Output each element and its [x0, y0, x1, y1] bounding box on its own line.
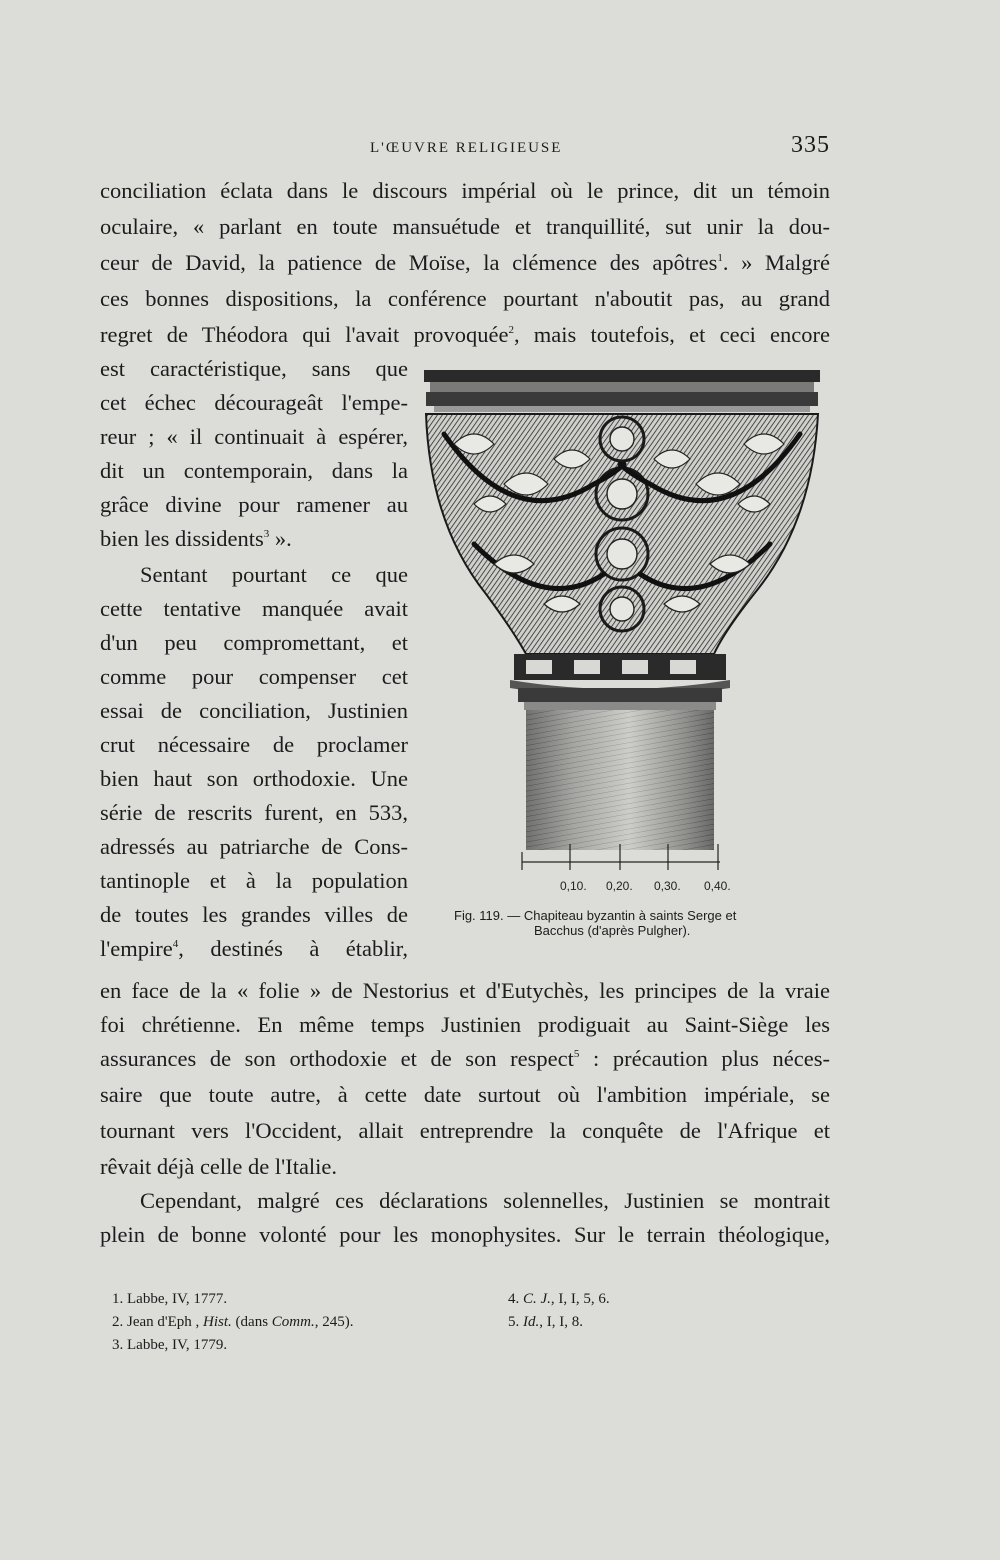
footnotes-right: [508, 1288, 808, 1334]
text-line: cette tentative manquée avait: [100, 596, 408, 621]
text-line: plein de bonne volonté pour les monophysites. Sur le terrain théologique,: [100, 1222, 830, 1247]
text-line: regret de Théodora qui l'avait provoquée$^2$, mais toutefois, et ceci encore: [100, 322, 831, 347]
text-line: tantinople et à la population: [100, 868, 408, 893]
text-line: foi chrétienne. En même temps Justinien prodiguait au Saint-Siège les: [100, 1012, 830, 1037]
note-ref: 1: [717, 252, 723, 264]
scale-label: 0,40.: [704, 879, 731, 893]
text-line: ces bonnes dispositions, la conférence pourtant n'aboutit pas, au grand: [100, 286, 830, 311]
text-line: reur ; « il continuait à espérer,: [100, 424, 408, 449]
running-title: L'ŒUVRE RELIGIEUSE: [370, 140, 563, 156]
text-line: dit un contemporain, dans la: [100, 458, 408, 483]
note-ref: 2: [508, 324, 514, 336]
note-ref: 4: [172, 938, 179, 950]
figure-capital: [414, 364, 826, 924]
text-line: comme pour compenser cet: [100, 664, 408, 689]
byzantine-capital-engraving-icon: [414, 364, 826, 904]
footnote: 4. C. J., I, I, 5, 6.: [508, 1291, 610, 1307]
caption-line: Fig. 119. — Chapiteau byzantin à saints Serge et: [454, 908, 737, 923]
text-line: adressés au patriarche de Cons-: [100, 834, 408, 859]
footnote: 5. Id., I, I, 8.: [508, 1314, 583, 1330]
text-line: cet échec décourageât l'empe-: [100, 390, 408, 415]
note-ref: 5: [573, 1048, 580, 1060]
footnote: 3. Labbe, IV, 1779.: [112, 1337, 228, 1353]
scale-label: 0,10.: [560, 879, 587, 893]
footnote: 1. Labbe, IV, 1777.: [112, 1291, 228, 1307]
scale-label: 0,20.: [606, 879, 633, 893]
text-line: conciliation éclata dans le discours impérial où le prince, dit un témoin: [100, 178, 830, 203]
text-line: bien les dissidents$^3$ ».: [100, 526, 292, 551]
text-line: oculaire, « parlant en toute mansuétude et tranquillité, sut unir la dou-: [100, 214, 830, 239]
text-line: l'empire$^4$, destinés à établir,: [100, 936, 408, 961]
text-line: d'un peu compromettant, et: [100, 630, 408, 655]
footnote: 2. Jean d'Eph , Hist. (dans Comm., 245).: [112, 1314, 354, 1330]
text-line: rêvait déjà celle de l'Italie.: [100, 1154, 338, 1179]
page-number: 335: [791, 132, 830, 158]
text-line: assurances de son orthodoxie et de son respect$^5$ : précaution plus néces-: [100, 1046, 830, 1071]
figure-caption: [454, 908, 814, 938]
text-line: essai de conciliation, Justinien: [100, 698, 408, 723]
footnotes-left: [112, 1288, 492, 1357]
text-line: Cependant, malgré ces déclarations solennelles, Justinien se montrait: [140, 1188, 830, 1213]
text-line: Sentant pourtant ce que: [140, 562, 408, 587]
text-line: de toutes les grandes villes de: [100, 902, 408, 927]
page-header: [100, 132, 830, 170]
text-line: série de rescrits furent, en 533,: [100, 800, 408, 825]
text-line: tournant vers l'Occident, allait entreprendre la conquête de l'Afrique et: [100, 1118, 830, 1143]
text-line: bien haut son orthodoxie. Une: [100, 766, 408, 791]
text-line: crut nécessaire de proclamer: [100, 732, 408, 757]
text-line: saire que toute autre, à cette date surtout où l'ambition impériale, se: [100, 1082, 830, 1107]
caption-line: Bacchus (d'après Pulgher).: [534, 923, 691, 938]
text-line: grâce divine pour ramener au: [100, 492, 408, 517]
text-line: est caractéristique, sans que: [100, 356, 408, 381]
text-line: ceur de David, la patience de Moïse, la clémence des apôtres$^1$. » Malgré: [100, 250, 830, 275]
text-line: en face de la « folie » de Nestorius et d'Eutychès, les principes de la vraie: [100, 978, 830, 1003]
scale-label: 0,30.: [654, 879, 681, 893]
note-ref: 3: [263, 528, 270, 540]
